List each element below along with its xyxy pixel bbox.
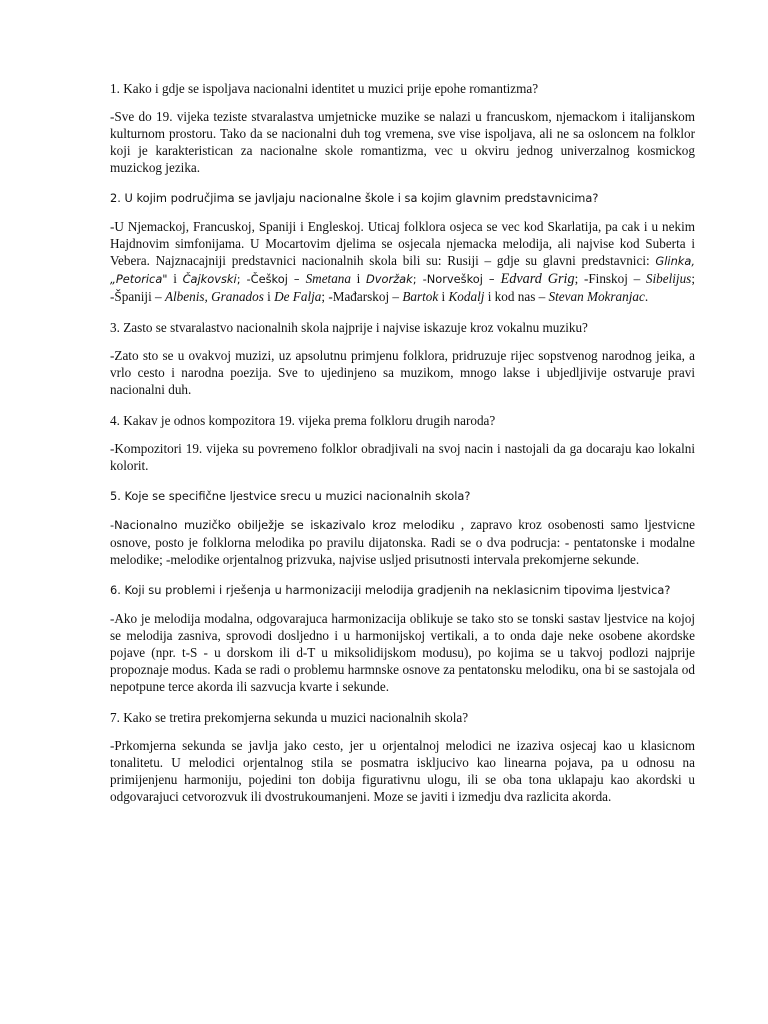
composer-smetana: Smetana bbox=[305, 271, 351, 286]
answer-2-text: i kod nas – bbox=[484, 289, 549, 304]
composer-glinka: Glinka, „Petorica" bbox=[110, 254, 695, 286]
answer-1: -Sve do 19. vijeka teziste stvaralastva umjetnicke muzike se nalazi u francuskom, njemackom i italijanskom kulturnom prostoru. Tako da se nacionalni duh tog vremena, sve vise ispoljava, ali ne sa osloncem na folklor koji je karakteristican za nacionalne skole romantizma, vec u okviru jednog univerzalnog kosmickog muzickog jezika. bbox=[110, 109, 695, 175]
question-3: 3. Zasto se stvaralastvo nacionalnih skola najprije i najvise iskazuje kroz vokalnu muziku? bbox=[110, 320, 588, 335]
composer-bartok: Bartok bbox=[402, 289, 439, 304]
question-7: 7. Kako se tretira prekomjerna sekunda u muzici nacionalnih skola? bbox=[110, 710, 469, 725]
question-4: 4. Kakav je odnos kompozitora 19. vijeka prema folkloru drugih naroda? bbox=[110, 413, 496, 428]
answer-2-text: ; -Finskoj – bbox=[574, 271, 646, 286]
answer-3: -Zato sto se u ovakvoj muzizi, uz apsolutnu primjenu folklora, pridruzuje rijec sopstvenog narodnog jeika, a vrlo cesto i narodna poezija. Sve to ujedinjeno sa muzikom, mnogo lakse i ubjedljivije ostvaruje pravi nacionalni duh. bbox=[110, 348, 695, 397]
answer-2-text: ; -Norveškoj – bbox=[412, 272, 501, 286]
composer-mokranjac: Stevan Mokranjac bbox=[548, 289, 645, 304]
answer-2-intro: -U Njemackoj, Francuskoj, Spaniji i Engleskoj. Uticaj folklora osjeca se vec kod Skarlatija, pa cak i u nekim Hajdnovim simfonijama. U Mocartovim djelima se osjecala njemacka melodija, ali najvise kod Suberta i Vebera. Najznacajniji predstavnici nacionalnih skola bili su: Rusiji – gdje su glavni predstavnici: bbox=[110, 219, 695, 268]
document-page bbox=[110, 80, 695, 819]
answer-2-text: ; -Španiji – bbox=[110, 271, 695, 304]
composer-de-falja: De Falja bbox=[274, 289, 322, 304]
composer-cajkovski: Čajkovski bbox=[182, 272, 237, 286]
question-6: 6. Koji su problemi i rješenja u harmonizaciji melodija gradjenih na neklasicnim tipovima ljestvica? bbox=[110, 583, 671, 597]
composer-grig: Edvard Grig bbox=[500, 271, 575, 287]
question-5: 5. Koje se specifične ljestvice srecu u muzici nacionalnih skola? bbox=[110, 489, 471, 503]
question-2: 2. U kojim područjima se javljaju nacionalne škole i sa kojim glavnim predstavnicima? bbox=[110, 191, 599, 205]
answer-2-text: ; -Češkoj – bbox=[236, 272, 306, 286]
answer-2-text: i bbox=[351, 271, 367, 286]
question-1: 1. Kako i gdje se ispoljava nacionalni identitet u muzici prije epohe romantizma? bbox=[110, 81, 539, 96]
answer-4: -Kompozitori 19. vijeka su povremeno folklor obradjivali na svoj nacin i nastojali da ga docaraju kao lokalni kolorit. bbox=[110, 441, 695, 473]
answer-2-text: i bbox=[263, 289, 275, 304]
answer-5-text: , zapravo kroz osobenosti samo ljestvicne osnove, posto je folklorna melodika po pravilu dijatonska. Radi se o dva podrucja: - pentatonske i modalne melodike; -melodike orjentalnog prizvuka, najvise usljed prisutnosti intervala prekomjerne sekunde. bbox=[110, 517, 695, 567]
answer-5 bbox=[110, 516, 695, 568]
answer-2-text: . bbox=[644, 289, 649, 304]
answer-2-text: i bbox=[167, 271, 183, 286]
answer-7: -Prkomjerna sekunda se javlja jako cesto, jer u orjentalnoj melodici ne izaziva osjecaj kao u klasicnom tonalitetu. U melodici orjentalnog stila se posmatra iskljucivo kao linearna pojava, pa u odnosu na primijenjenu harmoniju, pojedini ton dobija figurativnu ulogu, ili se oba tona uklapaju kao akordski u odgovarajuci cetvorozvuk ili dvostrukoumanjeni. Moze se javiti i izmedju dva razlicita akorda. bbox=[110, 738, 695, 804]
answer-2-text: ; -Mađarskoj – bbox=[321, 289, 403, 304]
composer-dvorzak: Dvoržak bbox=[366, 272, 413, 286]
answer-2-text: i bbox=[438, 289, 449, 304]
composer-albenis-granados: Albenis, Granados bbox=[164, 289, 264, 304]
answer-6: -Ako je melodija modalna, odgovarajuca harmonizacija oblikuje se tako sto se tonski sastav ljestvice na kojoj se melodija zasniva, sprovodi dosljedno i u harmonijskoj vertikali, a to onda daje neke osobene akordske pojave (npr. t-S - u dorskom ili d-T u miksolidijskom modusu), po kojima se u takvoj podlozi najprije propoznaje modus. Kada se radi o problemu harmnske osnove za pentatonsku melodiku, ona bi se sastojala od nepotpune terce akorda ili sazvucja kvarte i sekunde. bbox=[110, 611, 695, 694]
composer-sibelijus: Sibelijus bbox=[645, 271, 692, 286]
answer-5-intro: -Nacionalno muzičko obilježje se iskazivalo kroz melodiku bbox=[110, 518, 455, 532]
answer-2 bbox=[110, 218, 695, 305]
composer-kodalj: Kodalj bbox=[448, 289, 485, 304]
